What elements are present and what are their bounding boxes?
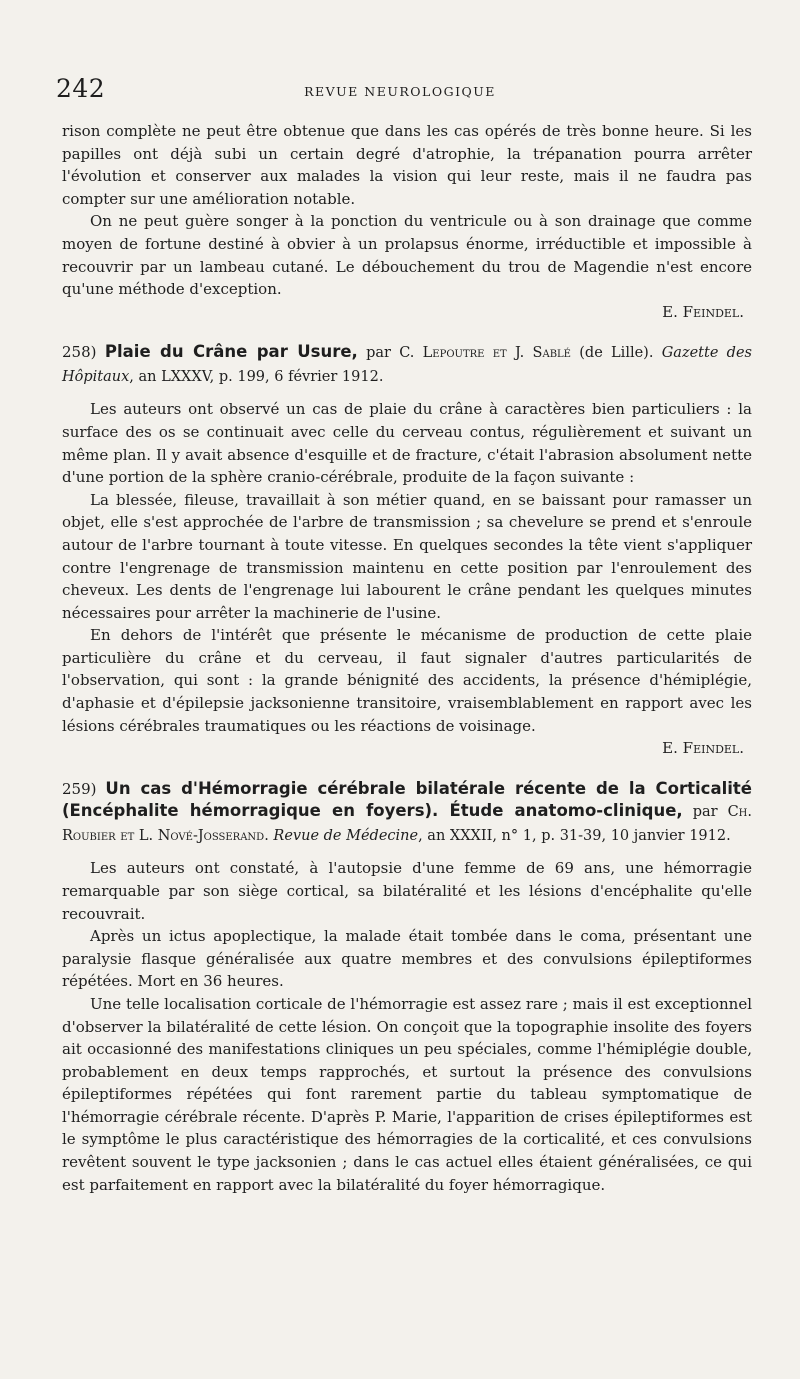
article-259 bbox=[62, 778, 752, 1196]
paragraph: Après un ictus apoplectique, la malade était tombée dans le coma, présentant une paralysie flasque généralisée aux quatre membres et des convulsions épileptiformes répétées. Mort en 36 heures. bbox=[62, 927, 752, 991]
authors-prefix: par bbox=[682, 804, 728, 821]
article-title: Plaie du Crâne par Usure, bbox=[104, 342, 358, 362]
citation-separator: . bbox=[264, 827, 274, 844]
article-authors: C. Lepoutre et J. Sablé bbox=[399, 345, 571, 362]
article-authors: Ch. Roubier et L. Nové-Josserand bbox=[62, 804, 753, 844]
journal-name: Revue de Médecine bbox=[273, 827, 419, 844]
signature bbox=[62, 301, 752, 324]
page-header bbox=[0, 72, 800, 106]
article-affiliation: (de Lille). bbox=[570, 345, 662, 362]
signature-name: E. Feindel. bbox=[662, 739, 744, 758]
article-title: Un cas d'Hémorragie cérébrale bilatérale récente de la Corticalité (Encéphalite hémorragique en foyers). Étude anatomo-clinique, bbox=[62, 778, 752, 821]
article-number: 259) bbox=[62, 779, 97, 798]
citation-details: , an LXXXV, p. 199, 6 février 1912. bbox=[129, 368, 384, 385]
paragraph: En dehors de l'intérêt que présente le mécanisme de production de cette plaie particulière du crâne et du cerveau, il faut signaler d'autres particularités de l'observation, qui sont : la grande bénignité des accidents, la présence d'hémiplégie, d'aphasie et d'épilepsie jacksonienne transitoire, vraisemblablement en rapport avec les lésions cérébrales traumatiques ou les réactions de voisinage. bbox=[62, 626, 752, 735]
paragraph: rison complète ne peut être obtenue que dans les cas opérés de très bonne heure. Si les papilles ont déjà subi un certain degré d'atrophie, la trépanation pourra arrêter l'évolution et conserver aux malades la vision qui leur reste, mais il ne faudra pas compter sur une amélioration notable. bbox=[62, 122, 752, 208]
paragraph: Les auteurs ont constaté, à l'autopsie d'une femme de 69 ans, une hémorragie remarquable par son siège cortical, sa bilatéralité et les lésions d'encéphalite qu'elle recouvrait. bbox=[62, 859, 752, 923]
paragraph: La blessée, fileuse, travaillait à son métier quand, en se baissant pour ramasser un objet, elle s'est approchée de l'arbre de transmission ; sa chevelure se prend et s'enroule autour de l'arbre tournant à toute vitesse. En quelques secondes la tête vient s'appliquer contre l'engrenage de transmission maintenu en cette position par l'enroulement des cheveux. Les dents de l'engrenage lui labourent le crâne pendant les quelques minutes nécessaires pour arrêter la machinerie de l'usine. bbox=[62, 490, 752, 622]
signature bbox=[62, 737, 752, 760]
paragraph: Les auteurs ont observé un cas de plaie du crâne à caractères bien particuliers : la surface des os se continuait avec celle du cerveau contus, régulièrement et suivant un même plan. Il y avait absence d'esquille et de fracture, c'était l'abrasion absolument nette d'une portion de la sphère cranio-cérébrale, produite de la façon suivante : bbox=[62, 400, 752, 487]
paragraph: Une telle localisation corticale de l'hémorragie est assez rare ; mais il est exceptionnel d'observer la bilatéralité de cette lésion. On conçoit que la topographie insolite des foyers ait occasionné des manifestations cliniques un peu spéciales, comme l'hémiplégie double, probablement en deux temps rapprochés, et surtout la présence des convulsions épileptiformes répétées qui font rarement partie du tableau symptomatique de l'hémorragie cérébrale récente. D'après P. Marie, l'apparition de crises épileptiformes est le symptôme le plus caractéristique des hémorragies de la corticalité, et ces convulsions revêtent souvent le type jacksonien ; dans le cas actuel elles étaient généralisées, ce qui est parfaitement en rapport avec la bilatéralité du foyer hémorragique. bbox=[62, 994, 752, 1194]
page-number: 242 bbox=[56, 74, 106, 103]
running-title: REVUE NEUROLOGIQUE bbox=[304, 84, 496, 99]
authors-prefix: par bbox=[357, 345, 400, 362]
paragraph: On ne peut guère songer à la ponction du ventricule ou à son drainage que comme moyen de fortune destiné à obvier à un prolapsus énorme, irréductible et impossible à recouvrir par un lambeau cutané. Le débouchement du trou de Magendie n'est encore qu'une méthode d'exception. bbox=[62, 212, 752, 299]
article-number: 258) bbox=[62, 343, 97, 362]
journal-name: Gazette des Hôpitaux bbox=[62, 345, 752, 385]
article-258 bbox=[62, 341, 752, 760]
citation-details: , an XXXII, n° 1, p. 31-39, 10 janvier 1912. bbox=[418, 827, 731, 844]
page-body bbox=[62, 120, 752, 1196]
article-heading bbox=[62, 341, 752, 388]
signature-name: E. Feindel. bbox=[662, 302, 744, 321]
article-heading bbox=[62, 778, 752, 848]
